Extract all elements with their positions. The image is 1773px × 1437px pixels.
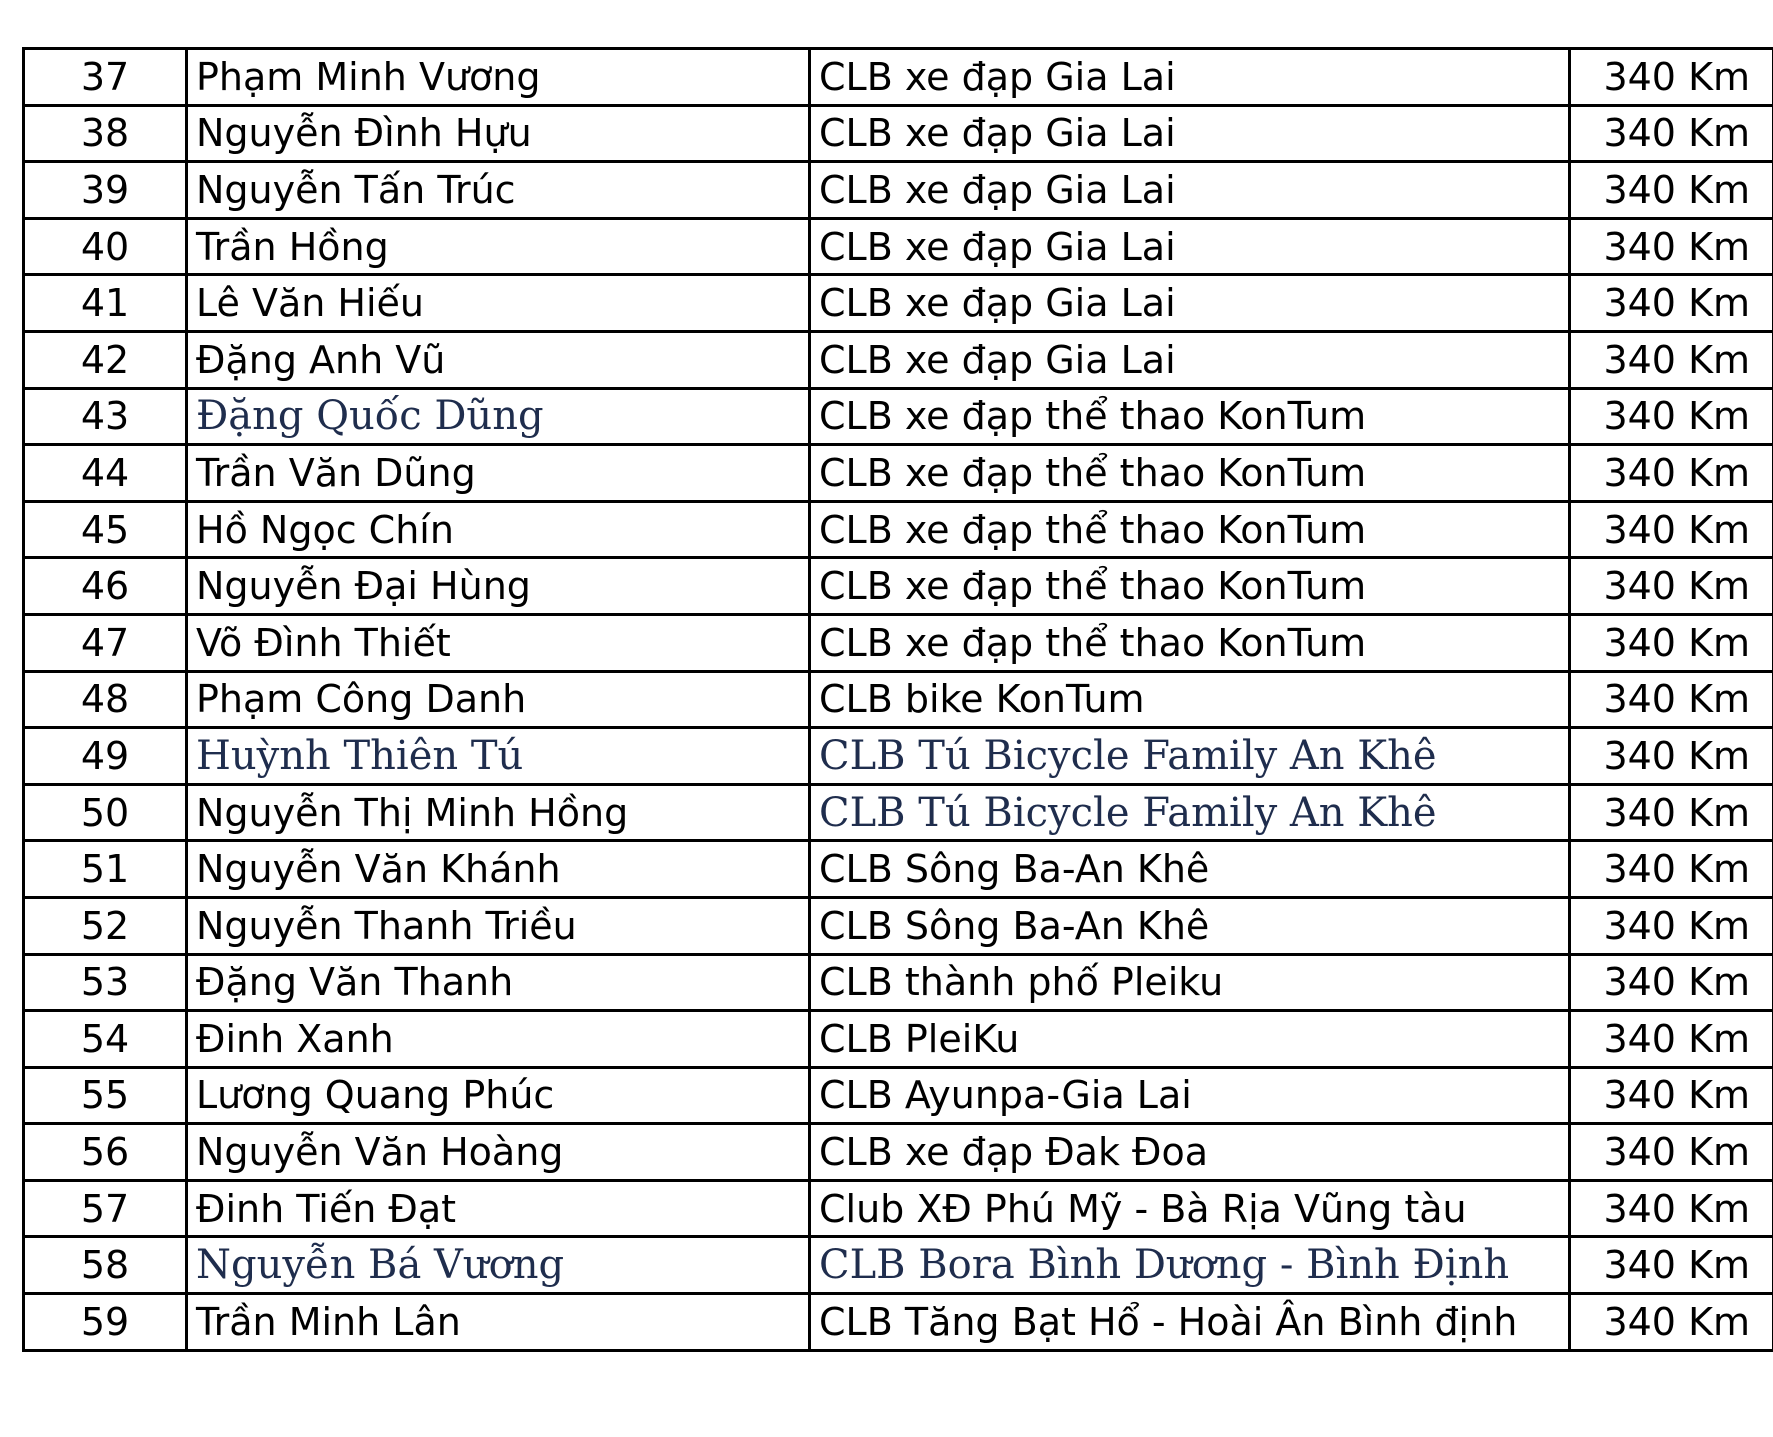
results-sheet (22, 47, 1772, 1419)
club-name-cell (810, 614, 1570, 671)
distance-cell (1570, 954, 1773, 1011)
club-name-text: CLB Ayunpa-Gia Lai (819, 1073, 1192, 1118)
row-number-text: 55 (80, 1073, 130, 1118)
distance-text: 340 Km (1603, 394, 1750, 439)
club-name-cell (810, 105, 1570, 162)
distance-text: 340 Km (1603, 450, 1750, 495)
row-number-cell (24, 501, 187, 558)
table-row (24, 671, 1773, 728)
distance-text: 340 Km (1603, 1073, 1750, 1118)
row-number-text: 40 (80, 224, 130, 269)
participants-table (22, 47, 1773, 1352)
participant-name-cell (187, 1294, 810, 1351)
participant-name-text: Lê Văn Hiếu (196, 281, 424, 326)
distance-text: 340 Km (1603, 224, 1750, 269)
distance-cell (1570, 1011, 1773, 1068)
row-number-cell (24, 1067, 187, 1124)
participant-name-cell (187, 501, 810, 558)
participant-name-text: Đinh Xanh (196, 1016, 394, 1061)
club-name-cell (810, 841, 1570, 898)
distance-cell (1570, 49, 1773, 106)
distance-cell (1570, 614, 1773, 671)
row-number-text: 47 (80, 620, 130, 665)
distance-text: 340 Km (1603, 903, 1750, 948)
club-name-text: CLB xe đạp Gia Lai (819, 337, 1176, 382)
participant-name-cell (187, 558, 810, 615)
participant-name-text: Đặng Anh Vũ (196, 337, 446, 382)
participant-name-text: Phạm Công Danh (196, 677, 527, 722)
club-name-text: CLB xe đạp Gia Lai (819, 167, 1176, 212)
distance-text: 340 Km (1603, 337, 1750, 382)
club-name-cell (810, 558, 1570, 615)
distance-cell (1570, 105, 1773, 162)
club-name-text: CLB xe đạp Gia Lai (819, 224, 1176, 269)
row-number-cell (24, 728, 187, 785)
participant-name-cell (187, 105, 810, 162)
distance-text: 340 Km (1603, 1130, 1750, 1175)
distance-cell (1570, 162, 1773, 219)
distance-cell (1570, 445, 1773, 502)
row-number-text: 42 (80, 337, 130, 382)
distance-text: 340 Km (1603, 677, 1750, 722)
row-number-cell (24, 1294, 187, 1351)
row-number-cell (24, 954, 187, 1011)
club-name-text: CLB bike KonTum (819, 677, 1145, 722)
participant-name-text: Đặng Văn Thanh (196, 960, 514, 1005)
row-number-text: 57 (80, 1186, 130, 1231)
distance-text: 340 Km (1603, 281, 1750, 326)
table-row (24, 105, 1773, 162)
participant-name-text: Lương Quang Phúc (196, 1073, 555, 1118)
club-name-cell (810, 728, 1570, 785)
distance-text: 340 Km (1603, 1186, 1750, 1231)
table-row (24, 388, 1773, 445)
table-row (24, 954, 1773, 1011)
table-row (24, 1124, 1773, 1181)
club-name-text: CLB xe đạp thể thao KonTum (819, 620, 1367, 665)
participant-name-cell (187, 1124, 810, 1181)
club-name-cell (810, 501, 1570, 558)
row-number-cell (24, 1011, 187, 1068)
participants-table-body (24, 49, 1773, 1351)
participant-name-cell (187, 162, 810, 219)
table-row (24, 897, 1773, 954)
participant-name-cell (187, 728, 810, 785)
distance-text: 340 Km (1603, 507, 1750, 552)
participant-name-cell (187, 614, 810, 671)
club-name-cell (810, 784, 1570, 841)
club-name-cell (810, 897, 1570, 954)
participant-name-text: Nguyễn Đình Hựu (196, 111, 532, 156)
club-name-text: CLB Bora Bình Dương - Bình Định (819, 1242, 1510, 1289)
participant-name-text: Nguyễn Thị Minh Hồng (196, 790, 629, 835)
club-name-cell (810, 1180, 1570, 1237)
club-name-text: Club XĐ Phú Mỹ - Bà Rịa Vũng tàu (819, 1186, 1467, 1231)
row-number-cell (24, 331, 187, 388)
participant-name-cell (187, 671, 810, 728)
row-number-text: 46 (80, 564, 130, 609)
participant-name-text: Trần Văn Dũng (196, 450, 476, 495)
club-name-text: CLB xe đạp thể thao KonTum (819, 507, 1367, 552)
club-name-cell (810, 331, 1570, 388)
row-number-cell (24, 841, 187, 898)
table-row (24, 331, 1773, 388)
row-number-text: 37 (80, 54, 130, 99)
participant-name-text: Huỳnh Thiên Tú (196, 732, 524, 779)
row-number-text: 49 (80, 733, 130, 778)
row-number-cell (24, 614, 187, 671)
participant-name-text: Nguyễn Văn Hoàng (196, 1130, 564, 1175)
participant-name-cell (187, 1237, 810, 1294)
participant-name-text: Nguyễn Bá Vương (196, 1242, 565, 1289)
distance-text: 340 Km (1603, 111, 1750, 156)
participant-name-text: Trần Hồng (196, 224, 389, 269)
participant-name-text: Trần Minh Lân (196, 1299, 461, 1344)
row-number-cell (24, 558, 187, 615)
club-name-text: CLB xe đạp thể thao KonTum (819, 394, 1367, 439)
row-number-text: 59 (80, 1299, 130, 1344)
club-name-cell (810, 49, 1570, 106)
distance-cell (1570, 671, 1773, 728)
table-row (24, 445, 1773, 502)
distance-cell (1570, 331, 1773, 388)
distance-cell (1570, 558, 1773, 615)
club-name-text: CLB xe đạp thể thao KonTum (819, 564, 1367, 609)
club-name-text: CLB Sông Ba-An Khê (819, 847, 1210, 892)
participant-name-cell (187, 49, 810, 106)
distance-text: 340 Km (1603, 620, 1750, 665)
club-name-cell (810, 671, 1570, 728)
row-number-cell (24, 275, 187, 332)
table-row (24, 784, 1773, 841)
table-row (24, 614, 1773, 671)
distance-cell (1570, 218, 1773, 275)
distance-cell (1570, 897, 1773, 954)
club-name-cell (810, 954, 1570, 1011)
club-name-cell (810, 388, 1570, 445)
club-name-text: CLB Tăng Bạt Hổ - Hoài Ân Bình định (819, 1299, 1518, 1344)
participant-name-text: Nguyễn Văn Khánh (196, 847, 561, 892)
table-row (24, 275, 1773, 332)
participant-name-text: Nguyễn Đại Hùng (196, 564, 531, 609)
club-name-text: CLB xe đạp Đak Đoa (819, 1130, 1209, 1175)
distance-cell (1570, 1180, 1773, 1237)
table-row (24, 218, 1773, 275)
row-number-text: 54 (80, 1016, 130, 1061)
distance-cell (1570, 1067, 1773, 1124)
distance-cell (1570, 1237, 1773, 1294)
distance-text: 340 Km (1603, 847, 1750, 892)
distance-cell (1570, 841, 1773, 898)
club-name-cell (810, 218, 1570, 275)
club-name-text: CLB PleiKu (819, 1016, 1020, 1061)
row-number-text: 45 (80, 507, 130, 552)
participant-name-text: Đinh Tiến Đạt (196, 1186, 457, 1231)
row-number-text: 43 (80, 394, 130, 439)
table-row (24, 1180, 1773, 1237)
participant-name-text: Võ Đình Thiết (196, 620, 451, 665)
table-row (24, 1294, 1773, 1351)
row-number-text: 58 (80, 1243, 130, 1288)
club-name-text: CLB Tú Bicycle Family An Khê (819, 732, 1437, 779)
row-number-text: 48 (80, 677, 130, 722)
row-number-cell (24, 1180, 187, 1237)
row-number-text: 41 (80, 281, 130, 326)
table-row (24, 1237, 1773, 1294)
club-name-text: CLB xe đạp Gia Lai (819, 111, 1176, 156)
participant-name-cell (187, 331, 810, 388)
club-name-cell (810, 1067, 1570, 1124)
row-number-cell (24, 1124, 187, 1181)
row-number-cell (24, 218, 187, 275)
distance-cell (1570, 501, 1773, 558)
row-number-cell (24, 784, 187, 841)
club-name-text: CLB Sông Ba-An Khê (819, 903, 1210, 948)
row-number-cell (24, 897, 187, 954)
distance-text: 340 Km (1603, 564, 1750, 609)
club-name-cell (810, 445, 1570, 502)
club-name-text: CLB xe đạp Gia Lai (819, 281, 1176, 326)
distance-text: 340 Km (1603, 1243, 1750, 1288)
distance-cell (1570, 1124, 1773, 1181)
table-row (24, 49, 1773, 106)
club-name-cell (810, 1124, 1570, 1181)
participant-name-cell (187, 784, 810, 841)
club-name-cell (810, 1294, 1570, 1351)
row-number-cell (24, 671, 187, 728)
row-number-cell (24, 1237, 187, 1294)
table-row (24, 841, 1773, 898)
participant-name-text: Phạm Minh Vương (196, 54, 541, 99)
distance-text: 340 Km (1603, 960, 1750, 1005)
club-name-text: CLB xe đạp Gia Lai (819, 54, 1176, 99)
distance-text: 340 Km (1603, 1299, 1750, 1344)
distance-text: 340 Km (1603, 790, 1750, 835)
table-row (24, 1011, 1773, 1068)
distance-cell (1570, 1294, 1773, 1351)
participant-name-text: Đặng Quốc Dũng (196, 393, 544, 440)
participant-name-text: Nguyễn Thanh Triều (196, 903, 577, 948)
table-row (24, 558, 1773, 615)
distance-text: 340 Km (1603, 54, 1750, 99)
distance-text: 340 Km (1603, 1016, 1750, 1061)
participant-name-cell (187, 841, 810, 898)
table-row (24, 501, 1773, 558)
club-name-text: CLB Tú Bicycle Family An Khê (819, 789, 1437, 836)
table-row (24, 1067, 1773, 1124)
participant-name-cell (187, 1180, 810, 1237)
row-number-text: 50 (80, 790, 130, 835)
row-number-text: 56 (80, 1130, 130, 1175)
distance-cell (1570, 728, 1773, 785)
club-name-text: CLB thành phố Pleiku (819, 960, 1224, 1005)
row-number-text: 53 (80, 960, 130, 1005)
row-number-cell (24, 388, 187, 445)
club-name-text: CLB xe đạp thể thao KonTum (819, 450, 1367, 495)
participant-name-cell (187, 1011, 810, 1068)
table-row (24, 162, 1773, 219)
distance-cell (1570, 275, 1773, 332)
distance-cell (1570, 388, 1773, 445)
participant-name-cell (187, 1067, 810, 1124)
row-number-cell (24, 49, 187, 106)
participant-name-text: Nguyễn Tấn Trúc (196, 167, 516, 212)
row-number-cell (24, 162, 187, 219)
participant-name-cell (187, 897, 810, 954)
participant-name-cell (187, 275, 810, 332)
row-number-text: 39 (80, 167, 130, 212)
participant-name-text: Hồ Ngọc Chín (196, 507, 454, 552)
distance-cell (1570, 784, 1773, 841)
distance-text: 340 Km (1603, 733, 1750, 778)
club-name-cell (810, 275, 1570, 332)
participant-name-cell (187, 218, 810, 275)
row-number-text: 38 (80, 111, 130, 156)
club-name-cell (810, 1237, 1570, 1294)
row-number-text: 51 (80, 847, 130, 892)
participant-name-cell (187, 445, 810, 502)
row-number-cell (24, 105, 187, 162)
participant-name-cell (187, 388, 810, 445)
club-name-cell (810, 162, 1570, 219)
distance-text: 340 Km (1603, 167, 1750, 212)
row-number-text: 52 (80, 903, 130, 948)
row-number-cell (24, 445, 187, 502)
row-number-text: 44 (80, 450, 130, 495)
table-row (24, 728, 1773, 785)
club-name-cell (810, 1011, 1570, 1068)
participant-name-cell (187, 954, 810, 1011)
